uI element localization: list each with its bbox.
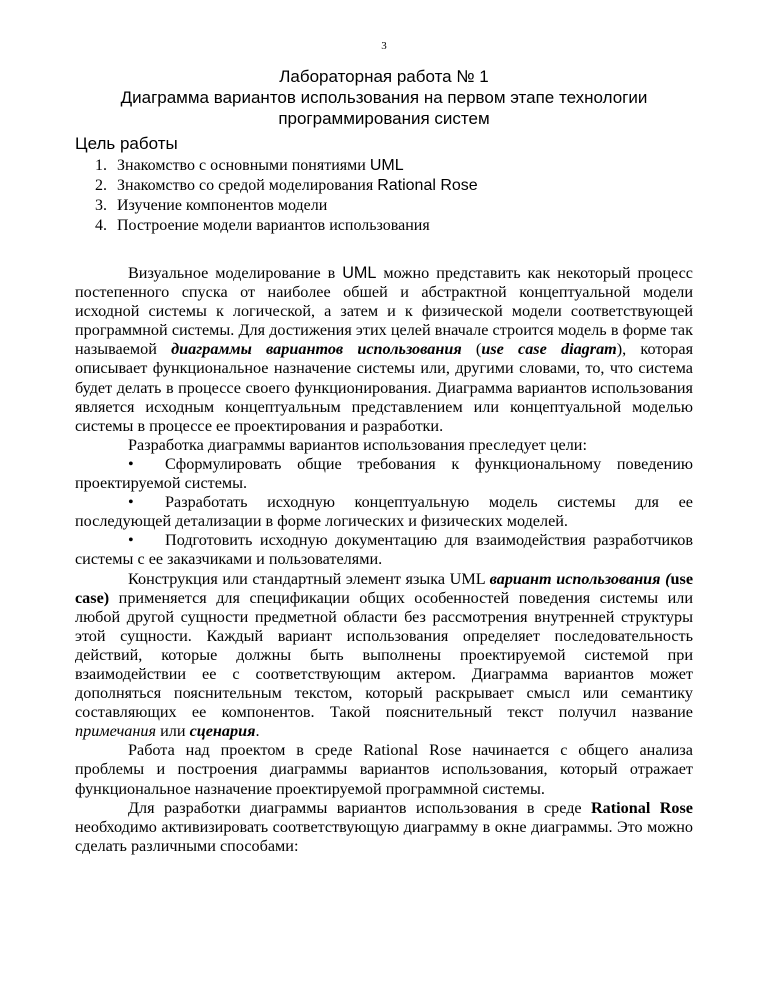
text-run: необходимо активизировать соответствующую диаграмму в окне диаграммы. Это можно сделать различными способами:	[75, 817, 693, 855]
goals-list	[95, 156, 478, 236]
term-use-case-diagram: диаграммы вариантов использования	[171, 340, 462, 359]
bullet-icon: •	[128, 454, 134, 473]
paragraph-goals-intro: Разработка диаграммы вариантов использования преследует цели:	[128, 435, 587, 454]
text-run: .	[255, 722, 260, 741]
text-run: применяется для спецификации общих особенностей поведения системы или любой другой сущности предметной области без рассмотрения внутренней структуры этой сущности. Каждый вариант использования определяет последовательность действий, которые должны быть выполнены проектируемой системой при взаимодействии ее с соответствующим актером. Диаграмма вариантов может дополняться пояснительным текстом, который раскрывает смысл или семантику составляющих ее компонентов. Такой пояснительный текст получил название	[75, 588, 693, 722]
text-run: Для разработки диаграммы вариантов использования в среде	[128, 798, 591, 817]
goal-text: Построение модели вариантов использования	[117, 217, 430, 234]
term-note: примечания	[75, 722, 157, 741]
goal-number: 2.	[95, 177, 107, 194]
goal-text: Знакомство с основными понятиями	[117, 157, 370, 174]
goal-number: 1.	[95, 157, 107, 174]
text-run: (	[660, 569, 671, 588]
rational-rose-term: Rational Rose	[590, 798, 693, 817]
goal-item	[95, 156, 478, 176]
lab-title	[60, 66, 708, 129]
page-number: 3	[381, 40, 387, 52]
text-run: можно представить как некоторый процесс постепенного спуска от наиболее обшей и абстрактной концептуальной модели исходной системы к логической, а затем и к физической модели соответствующей программной системы. Для достижения этих целей вначале строится модель в форме так называемой	[75, 264, 693, 359]
bullet-text: Сформулировать общие требования к функциональному поведению проектируемой системы.	[75, 454, 693, 493]
term-use-case: вариант использования	[489, 569, 661, 588]
bullet-item	[75, 531, 693, 569]
body-text	[75, 264, 693, 856]
text-run: или	[156, 722, 190, 741]
term-use-case-en: use case)	[75, 569, 694, 607]
paragraph-activation	[75, 799, 693, 856]
bullet-item	[75, 455, 693, 493]
bullet-icon: •	[128, 493, 134, 512]
title-line-1: Лабораторная работа № 1	[279, 67, 489, 86]
goal-term: Rational Rose	[377, 177, 478, 194]
bullet-text: Подготовить исходную документацию для взаимодействия разработчиков системы с ее заказчиками и пользователями.	[75, 531, 693, 569]
bullet-item	[75, 493, 693, 531]
bullet-text: Разработать исходную концептуальную модель системы для ее последующей детализации в форме логических и физических моделей.	[75, 493, 693, 531]
paragraph-rational-rose: Работа над проектом в среде Rational Rose начинается с общего анализа проблемы и построения диаграммы вариантов использования, который отражает функциональное назначение проектируемой программной системы.	[75, 741, 693, 798]
paragraph-use-case	[75, 570, 693, 742]
text-run: Конструкция или стандартный элемент языка UML	[128, 569, 490, 588]
title-line-3: программирования систем	[278, 109, 490, 128]
term-scenario: сценария	[189, 722, 256, 741]
text-run: Визуальное моделирование в	[128, 264, 343, 282]
term-use-case-diagram-en: use case diagram	[481, 340, 617, 359]
goal-item	[95, 196, 478, 216]
goal-item	[95, 176, 478, 196]
goal-number: 3.	[95, 197, 107, 214]
goal-number: 4.	[95, 217, 107, 234]
text-run: ), которая описывает функциональное назначение системы или, другими словами, то, что система будет делать в процессе своего функционирования. Диаграмма вариантов использования является исходным концептуальным представлением или концептуальной моделью системы в процессе ее проектирования и разработки.	[75, 340, 694, 435]
bullet-icon: •	[128, 531, 134, 550]
goal-text: Изучение компонентов модели	[117, 197, 328, 214]
goal-term: UML	[369, 157, 404, 174]
goal-text: Знакомство со средой моделирования	[117, 177, 378, 194]
paragraph-intro	[75, 264, 693, 436]
goal-heading: Цель работы	[75, 134, 178, 153]
title-line-2: Диаграмма вариантов использования на первом этапе технологии	[120, 88, 648, 107]
goal-item	[95, 216, 478, 236]
text-run: (	[461, 340, 482, 359]
uml-term: UML	[342, 264, 377, 282]
